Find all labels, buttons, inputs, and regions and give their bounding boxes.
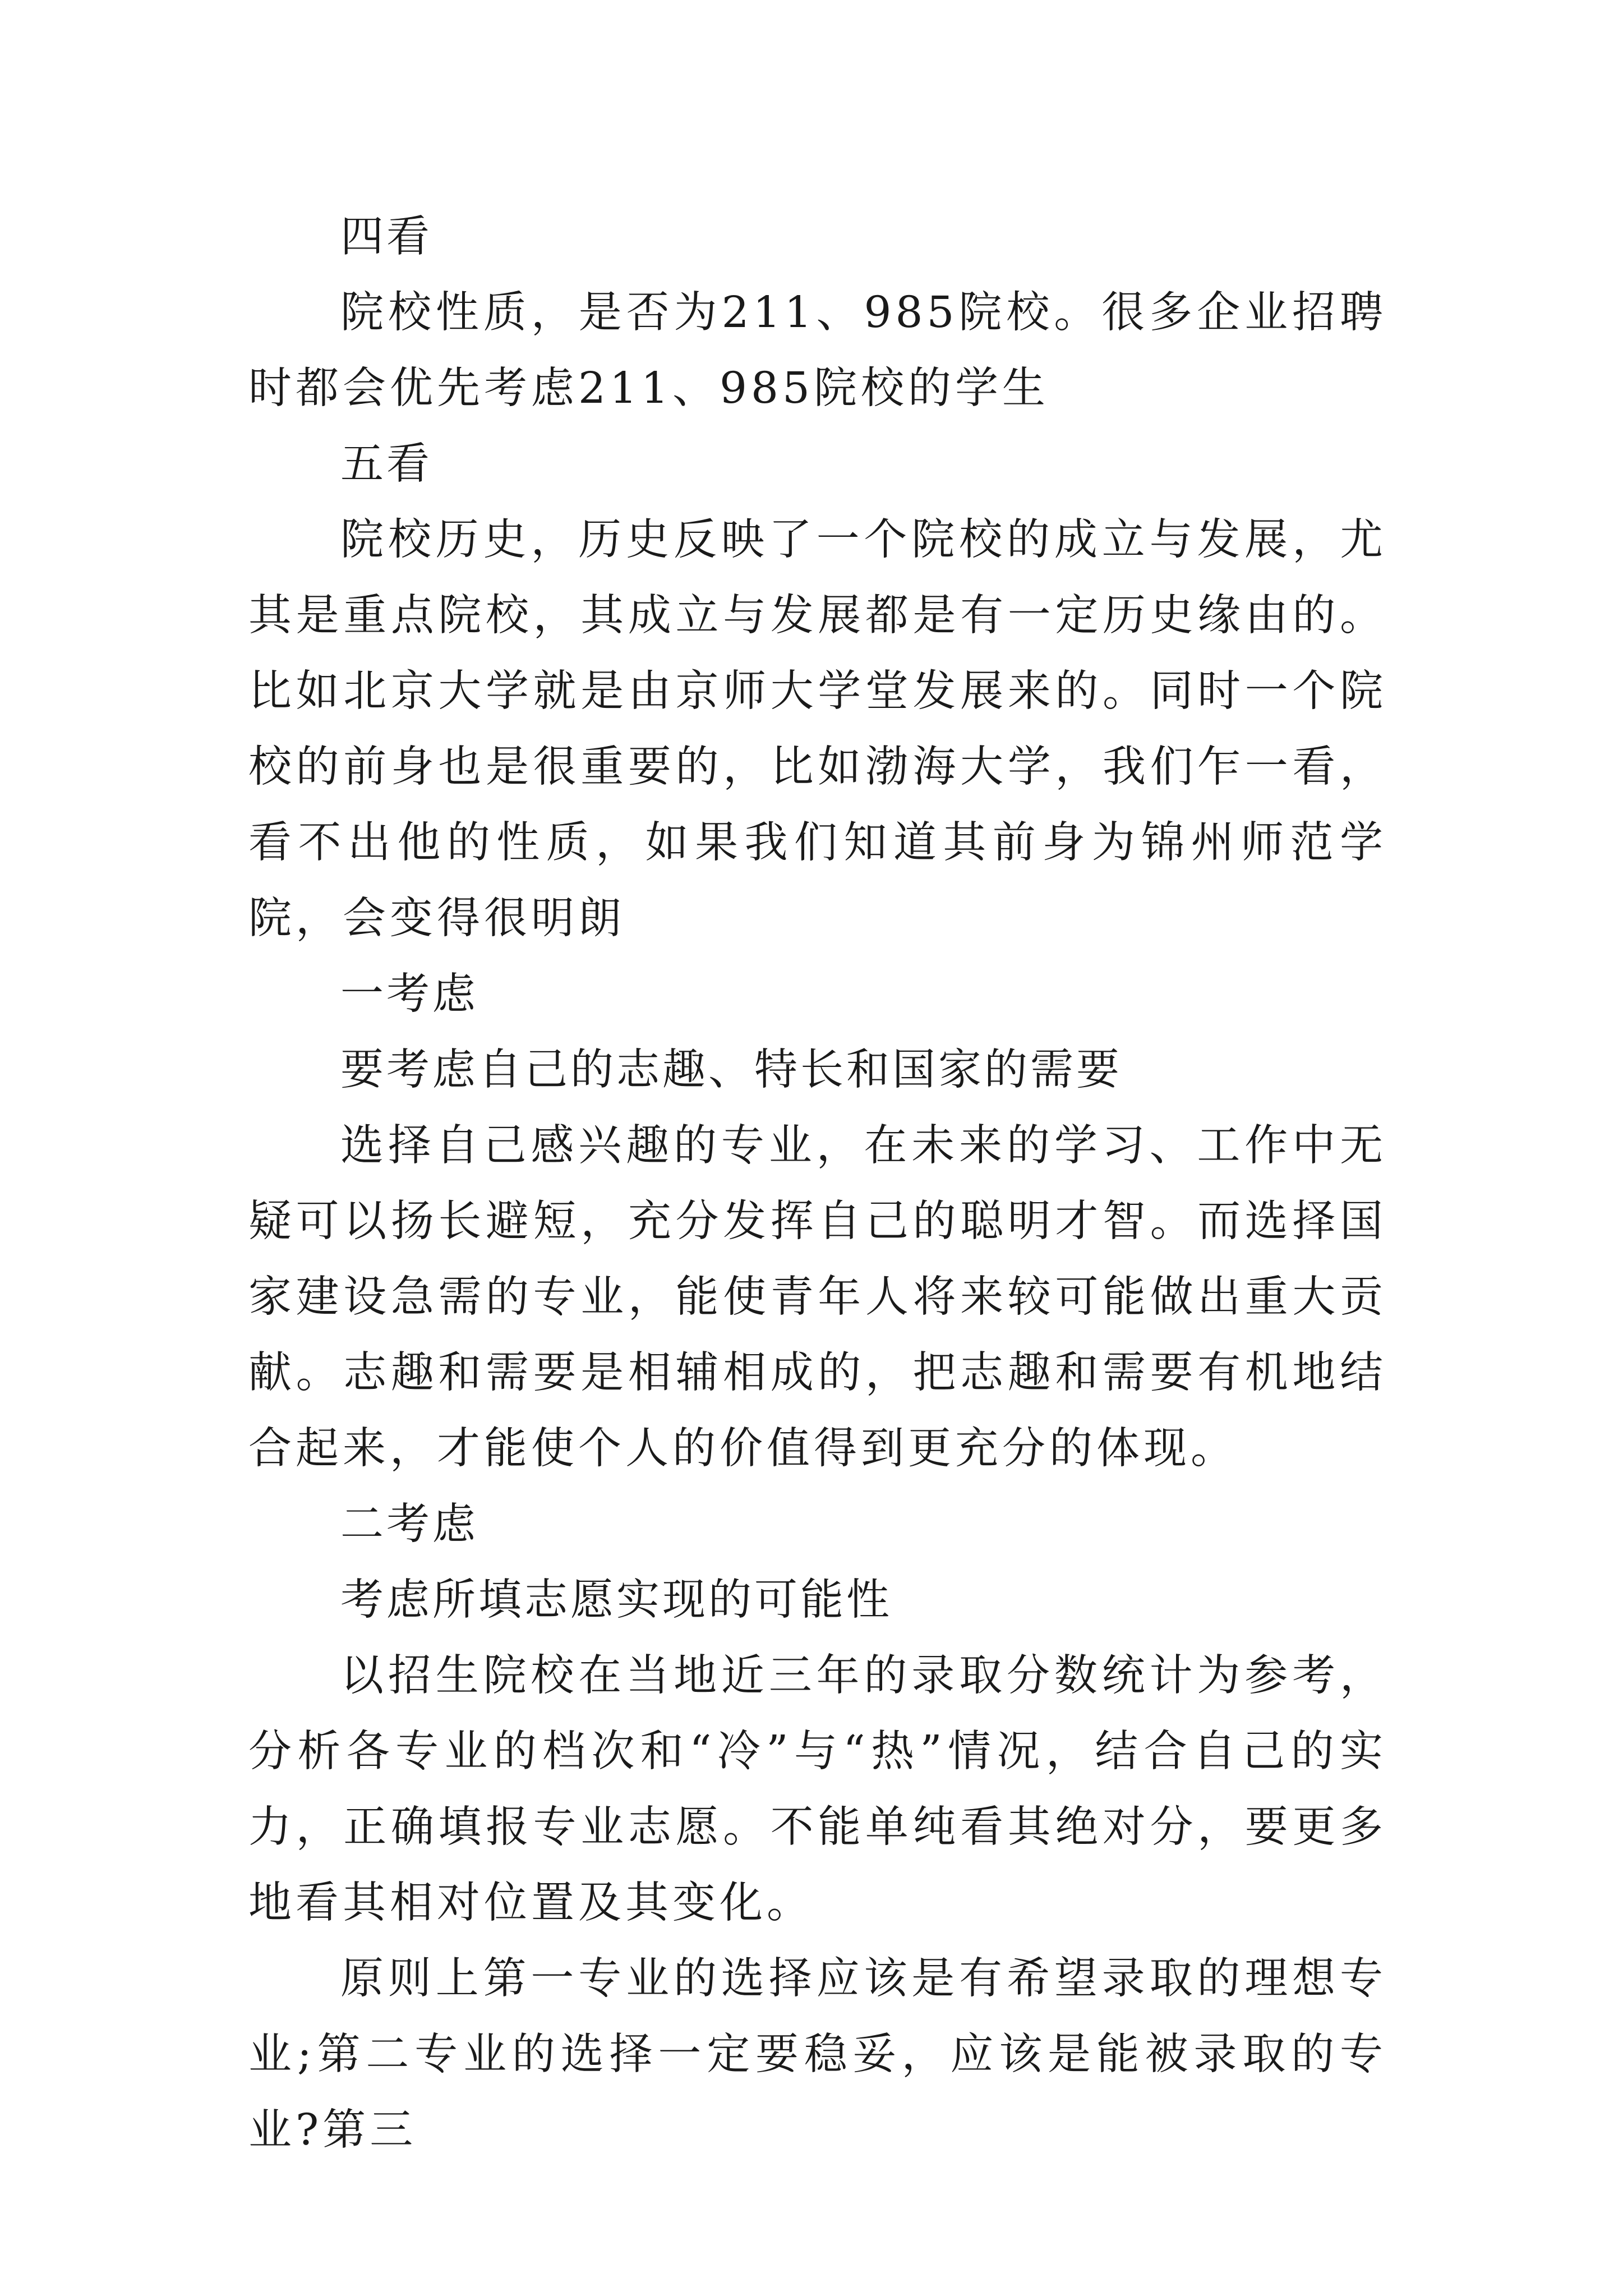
section-heading-five-look: 五看 <box>340 439 432 489</box>
paragraph-admission-scores: 以招生院校在当地近三年的录取分数统计为参考，分析各专业的档次和“冷”与“热”情况，结合自己的实力，正确填报专业志愿。不能单纯看其绝对分，要更多地看其相对位置及其变化。 <box>248 1651 1387 1928</box>
section-heading-four-look: 四看 <box>340 212 432 262</box>
paragraph-school-nature: 院校性质，是否为211、985院校。很多企业招聘时都会优先考虑211、985院校的学生 <box>248 288 1387 413</box>
paragraph-major-order: 原则上第一专业的选择应该是有希望录取的理想专业;第二专业的选择一定要稳妥，应该是能被录取的专业?第三 <box>248 1954 1387 2155</box>
section-heading-second-consider: 二考虑 <box>340 1499 478 1549</box>
paragraph-school-history: 院校历史，历史反映了一个院校的成立与发展，尤其是重点院校，其成立与发展都是有一定历史缘由的。比如北京大学就是由京师大学堂发展来的。同时一个院校的前身也是很重要的，比如渤海大学，我们乍一看，看不出他的性质，如果我们知道其前身为锦州师范学院，会变得很明朗 <box>248 515 1387 944</box>
section-heading-first-consider: 一考虑 <box>340 969 478 1019</box>
document-body <box>248 199 1387 2168</box>
subheading-feasibility: 考虑所填志愿实现的可能性 <box>340 1575 892 1625</box>
subheading-interests-and-needs: 要考虑自己的志趣、特长和国家的需要 <box>340 1045 1122 1095</box>
paragraph-choose-interest: 选择自己感兴趣的专业，在未来的学习、工作中无疑可以扬长避短，充分发挥自己的聪明才智。而选择国家建设急需的专业，能使青年人将来较可能做出重大贡献。志趣和需要是相辅相成的，把志趣和需要有机地结合起来，才能使个人的价值得到更充分的体现。 <box>248 1121 1387 1474</box>
